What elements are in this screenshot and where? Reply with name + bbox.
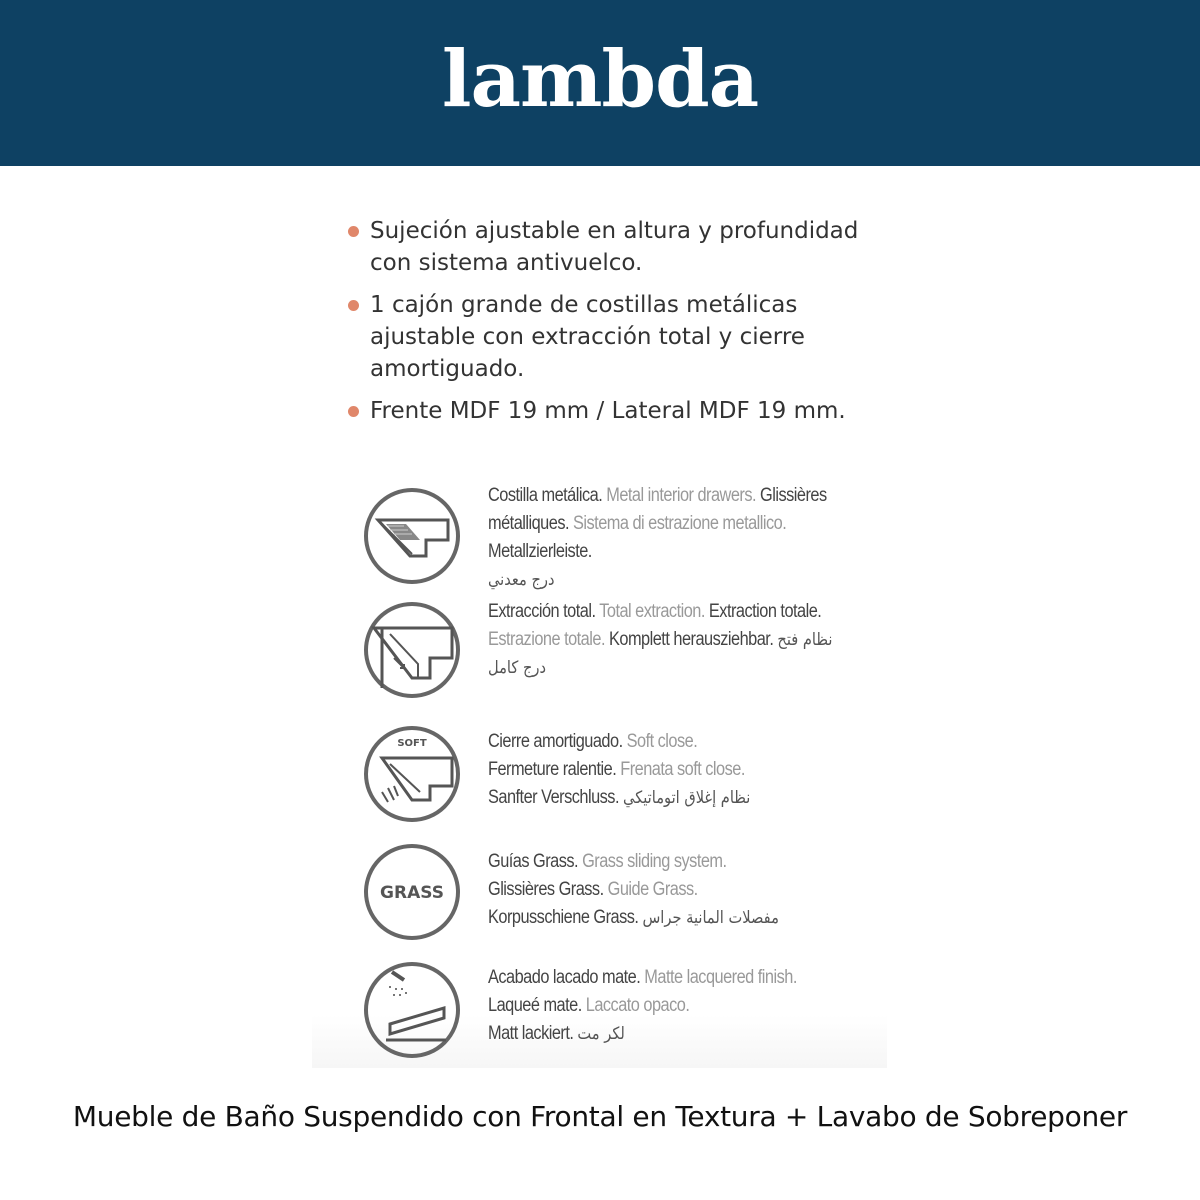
- feature-title-es: Extracción total.: [488, 601, 596, 622]
- feature-text-de: Matt lackiert.: [488, 1023, 574, 1044]
- feature-text-de: Sanfter Verschluss.: [488, 787, 619, 808]
- feature-text-de: Metallzierleiste.: [488, 541, 592, 562]
- feature-bullet-list: [344, 215, 904, 437]
- feature-text-ar: نظام إغلاق اتوماتيكي: [623, 788, 751, 808]
- soft-close-icon: [360, 722, 464, 826]
- bullet-dot-icon: [348, 300, 359, 311]
- bullet-dot-icon: [348, 406, 359, 417]
- bullet-item: [344, 289, 904, 385]
- feature-description: [488, 482, 849, 594]
- bullet-text: Sujeción ajustable en altura y profundidad con sistema antivuelco.: [370, 218, 859, 276]
- feature-title-es: Acabado lacado mate.: [488, 967, 641, 988]
- feature-text-fr: Extraction totale.: [708, 601, 822, 622]
- feature-description: [488, 848, 849, 932]
- feature-text-fr: Fermeture ralentie.: [488, 759, 617, 780]
- feature-title-es: Guías Grass.: [488, 851, 579, 872]
- feature-text-it: Estrazione totale.: [488, 629, 609, 650]
- header-banner: [0, 0, 1200, 166]
- full-extraction-icon: [360, 598, 464, 702]
- feature-text-ar: نظام فتح درج كامل: [488, 630, 833, 678]
- feature-title-es: Cierre amortiguado.: [488, 731, 623, 752]
- bullet-text: Frente MDF 19 mm / Lateral MDF 19 mm.: [370, 398, 846, 424]
- bullet-text: 1 cajón grande de costillas metálicas ajustable con extracción total y cierre amortiguado.: [370, 292, 805, 382]
- feature-text-ar: مفصلات المانية جراس: [642, 908, 779, 928]
- grass-icon: [360, 840, 464, 944]
- feature-text-it: Guide Grass.: [603, 879, 698, 900]
- feature-text-fr: Glissières Grass.: [488, 879, 604, 900]
- feature-title-es: Costilla metálica.: [488, 485, 603, 506]
- feature-text-it: Frenata soft close.: [616, 759, 745, 780]
- feature-text-fr: Glissières métalliques.: [488, 485, 827, 534]
- feature-text-en: Metal interior drawers.: [602, 485, 761, 506]
- soft-label: SOFT: [397, 738, 427, 749]
- bullet-dot-icon: [348, 226, 359, 237]
- feature-text-en: Grass sliding system.: [578, 851, 727, 872]
- feature-description: [488, 598, 849, 682]
- feature-text-en: Soft close.: [622, 731, 698, 752]
- matte-lacquer-icon: [360, 958, 464, 1062]
- grass-label: GRASS: [380, 883, 444, 903]
- brand-logo: lambda: [441, 34, 759, 125]
- feature-text-ar: درج معدني: [488, 570, 555, 590]
- feature-text-it: Sistema di estrazione metallico.: [569, 513, 787, 534]
- product-caption: Mueble de Baño Suspendido con Frontal en Textura + Lavabo de Sobreponer: [72, 1100, 1128, 1133]
- feature-text-de: Korpusschiene Grass.: [488, 907, 639, 928]
- feature-text-en: Total extraction.: [595, 601, 709, 622]
- feature-text-ar: لكر مت: [577, 1024, 625, 1044]
- bullet-item: [344, 395, 904, 427]
- feature-text-en: Matte lacquered finish.: [640, 967, 797, 988]
- feature-description: [488, 728, 849, 812]
- metal-drawer-icon: [360, 484, 464, 588]
- feature-text-de: Komplett herausziehbar.: [608, 629, 774, 650]
- bullet-item: [344, 215, 904, 279]
- feature-text-it: Laccato opaco.: [581, 995, 690, 1016]
- feature-description: [488, 964, 849, 1048]
- feature-text-fr: Laqueé mate.: [488, 995, 582, 1016]
